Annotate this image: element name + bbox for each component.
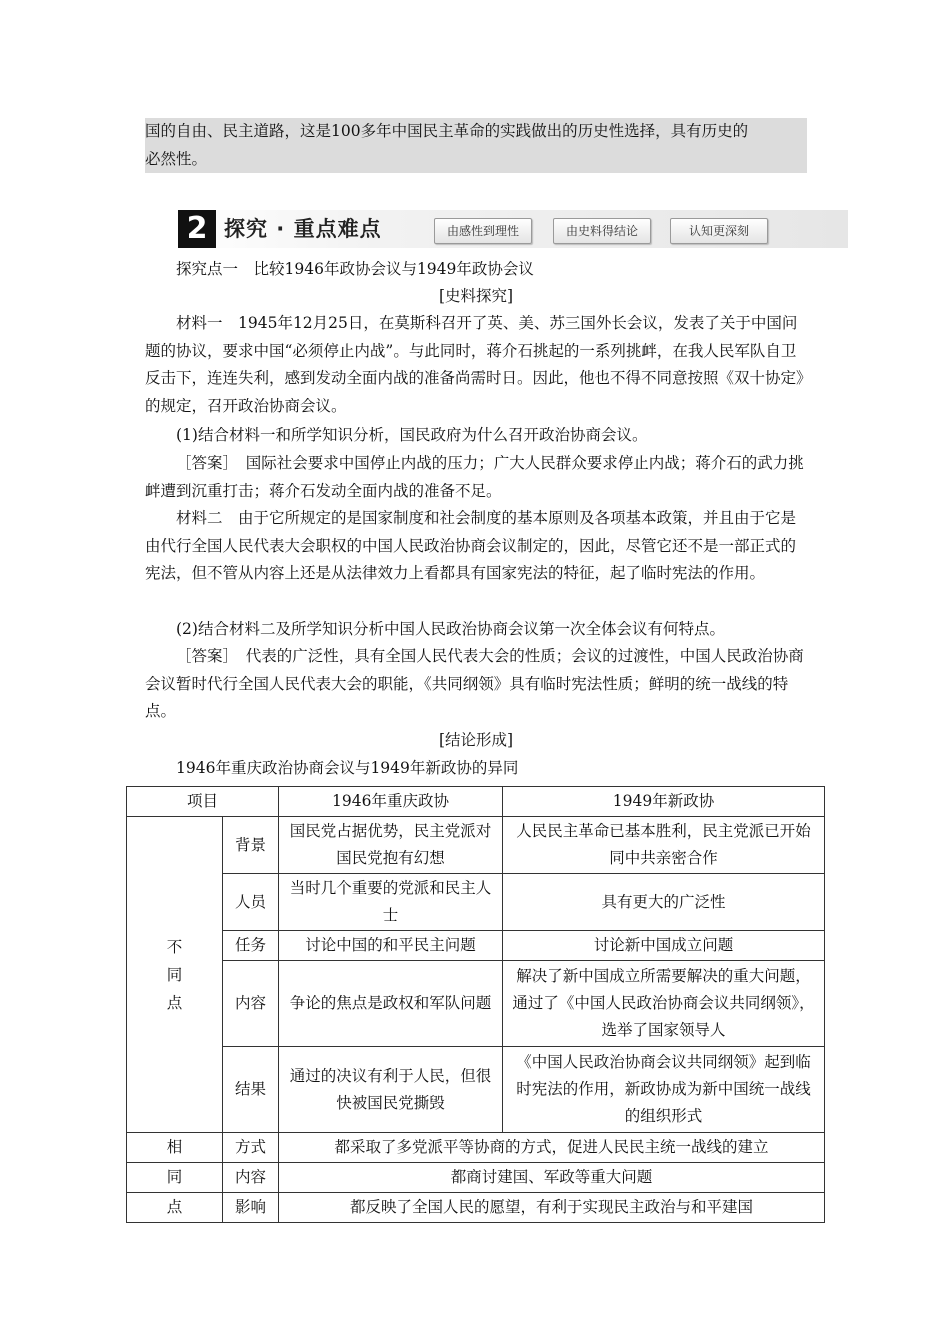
section-banner-title: 探究 · 重点难点 [224,217,382,241]
row-item-method: 方式 [223,1133,279,1163]
table-row [127,1193,825,1223]
cell-same-content: 都商讨建国、军政等重大问题 [279,1163,825,1193]
table-caption: 1946年重庆政治协商会议与1949年新政协的异同 [176,759,519,777]
table-row [127,931,825,961]
intro-paragraph [145,118,807,173]
tag-source-to-conclusion: 由史料得结论 [553,218,651,244]
header-item: 项目 [127,787,279,817]
table-row [127,817,825,874]
row-item-impact: 影响 [223,1193,279,1223]
row-item-background: 背景 [223,817,279,874]
cell-1946-content: 争论的焦点是政权和军队问题 [279,961,503,1047]
section-heading: 探究点一 比较1946年政协会议与1949年政协会议 [176,260,534,278]
cell-1946-background: 国民党占据优势，民主党派对国民党抱有幻想 [279,817,503,874]
header-1946: 1946年重庆政协 [279,787,503,817]
cell-1949-task: 讨论新中国成立问题 [503,931,825,961]
row-item-task: 任务 [223,931,279,961]
table-row [127,1047,825,1133]
header-1949: 1949年新政协 [503,787,825,817]
answer-one: ［答案］ 国际社会要求中国停止内战的压力；广大人民群众要求停止内战；蒋介石的武力挑衅遭到沉重打击；蒋介石发动全面内战的准备不足。 [145,454,804,500]
diff-label-char: 点 [166,993,183,1012]
tag-deeper-cognition: 认知更深刻 [670,218,768,244]
sub-heading-source-exploration: [史料探究] [438,287,514,305]
table-row [127,961,825,1047]
section-number-badge: 2 [178,210,216,248]
row-item-result: 结果 [223,1047,279,1133]
same-label-char: 相 [127,1133,223,1163]
differences-label [127,817,223,1133]
question-one: (1)结合材料一和所学知识分析，国民政府为什么召开政治协商会议。 [176,426,648,444]
material-one: 材料一 1945年12月25日，在莫斯科召开了英、美、苏三国外长会议，发表了关于中国问题的协议，要求中国“必须停止内战”。与此同时，蒋介石挑起的一系列挑衅，在我人民军队自卫反击下，连连失利，感到发动全面内战的准备尚需时日。因此，他也不得不同意按照《双十协定》的规定，召开政治协商会议。 [145,314,804,415]
table-row [127,874,825,931]
row-item-content: 内容 [223,961,279,1047]
material-two: 材料二 由于它所规定的是国家制度和社会制度的基本原则及各项基本政策，并且由于它是由代行全国人民代表大会职权的中国人民政治协商会议制定的，因此，尽管它还不是一部正式的宪法，但不管从内容上还是从法律效力上看都具有国家宪法的特征，起了临时宪法的作用。 [145,509,797,582]
row-item-same-content: 内容 [223,1163,279,1193]
question-two: (2)结合材料二及所学知识分析中国人民政治协商会议第一次全体会议有何特点。 [176,620,725,638]
same-label-char: 点 [127,1193,223,1223]
intro-line-1: 国的自由、民主道路，这是100多年中国民主革命的实践做出的历史性选择，具有历史的 [145,122,749,140]
intro-line-2: 必然性。 [145,149,208,168]
cell-1949-result: 《中国人民政治协商会议共同纲领》起到临时宪法的作用，新政协成为新中国统一战线的组织形式 [503,1047,825,1133]
answer-two: ［答案］ 代表的广泛性，具有全国人民代表大会的性质；会议的过渡性，中国人民政治协商会议暂时代行全国人民代表大会的职能，《共同纲领》具有临时宪法性质；鲜明的统一战线的特点。 [145,647,804,720]
cell-1946-task: 讨论中国的和平民主问题 [279,931,503,961]
cell-1949-background: 人民民主革命已基本胜利，民主党派已开始同中共亲密合作 [503,817,825,874]
section-banner [178,210,848,248]
cell-1946-personnel: 当时几个重要的党派和民主人士 [279,874,503,931]
cell-same-method: 都采取了多党派平等协商的方式，促进人民民主统一战线的建立 [279,1133,825,1163]
comparison-table [126,786,825,1223]
cell-1949-personnel: 具有更大的广泛性 [503,874,825,931]
table-header-row [127,787,825,817]
cell-1949-content: 解决了新中国成立所需要解决的重大问题，通过了《中国人民政治协商会议共同纲领》，选举了国家领导人 [503,961,825,1047]
tag-sensory-to-rational: 由感性到理性 [434,218,532,244]
same-label-char: 同 [127,1163,223,1193]
diff-label-char: 同 [166,965,183,984]
row-item-personnel: 人员 [223,874,279,931]
table-row [127,1133,825,1163]
cell-same-impact: 都反映了全国人民的愿望，有利于实现民主政治与和平建国 [279,1193,825,1223]
table-row [127,1163,825,1193]
cell-1946-result: 通过的决议有利于人民，但很快被国民党撕毁 [279,1047,503,1133]
diff-label-char: 不 [166,937,183,956]
sub-heading-conclusion: [结论形成] [438,731,514,749]
